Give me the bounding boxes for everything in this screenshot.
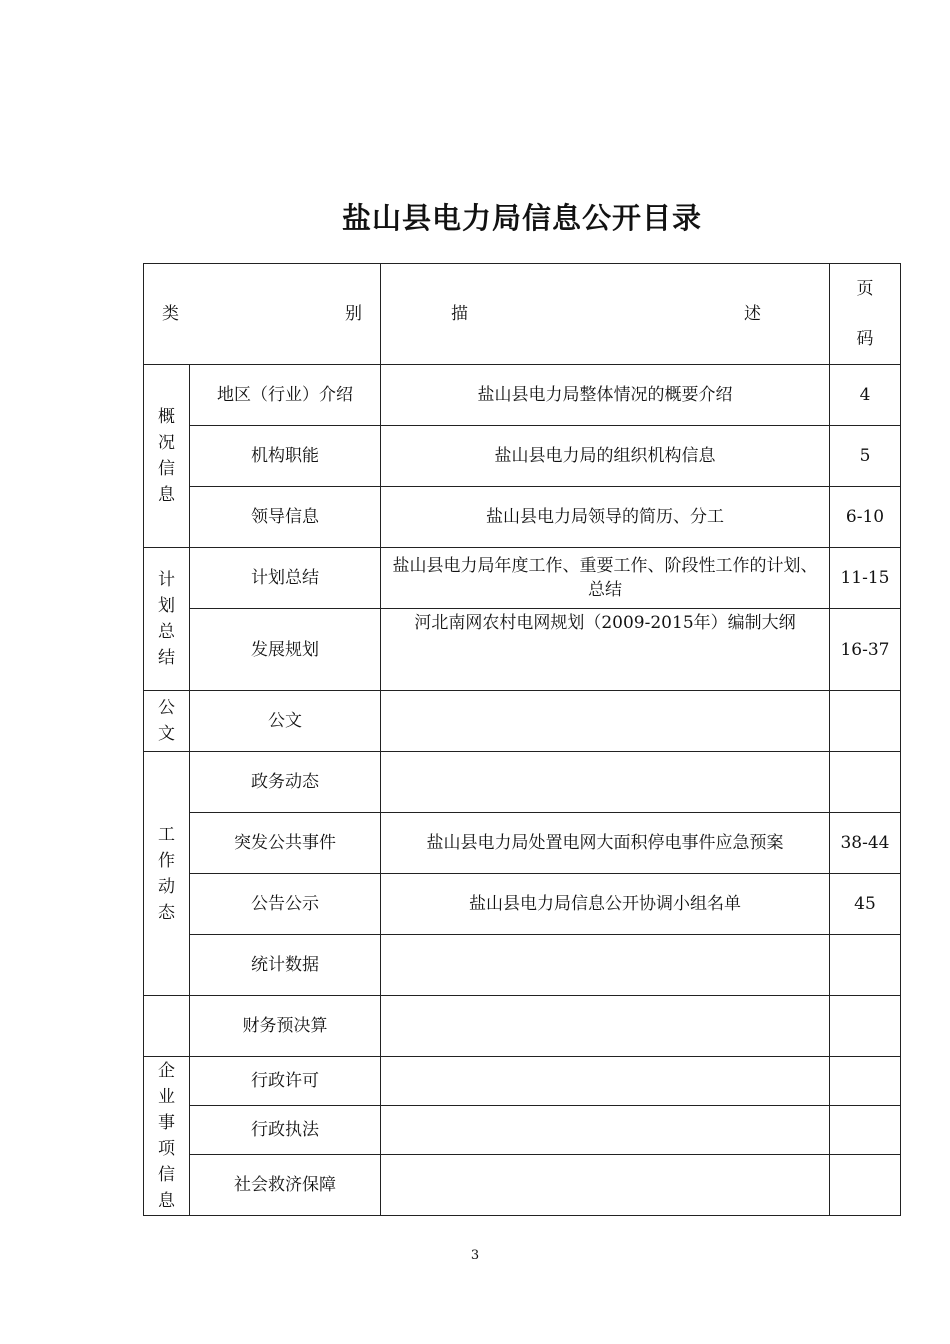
catalog-table <box>143 263 901 1216</box>
row-page: 16-37 <box>830 609 901 691</box>
table-row <box>144 813 901 874</box>
header-row <box>144 264 901 365</box>
row-item: 地区（行业）介绍 <box>190 365 381 426</box>
table-row <box>144 548 901 609</box>
row-item: 政务动态 <box>190 752 381 813</box>
row-page: 5 <box>830 426 901 487</box>
table-row <box>144 996 901 1057</box>
table-row <box>144 1155 901 1216</box>
row-desc <box>381 935 830 996</box>
table-row <box>144 487 901 548</box>
row-desc: 盐山县电力局年度工作、重要工作、阶段性工作的计划、总结 <box>381 548 830 609</box>
table-row <box>144 1106 901 1155</box>
table-row <box>144 609 901 691</box>
row-desc <box>381 996 830 1057</box>
table-row <box>144 365 901 426</box>
group-enterprise: 企业事项信息 <box>144 1057 190 1216</box>
row-item: 领导信息 <box>190 487 381 548</box>
row-page: 45 <box>830 874 901 935</box>
header-category <box>144 264 381 365</box>
row-desc <box>381 752 830 813</box>
row-item: 公文 <box>190 691 381 752</box>
row-desc <box>381 1155 830 1216</box>
row-item: 机构职能 <box>190 426 381 487</box>
row-desc <box>381 1057 830 1106</box>
row-item: 发展规划 <box>190 609 381 691</box>
page-title: 盐山县电力局信息公开目录 <box>341 201 702 235</box>
row-page: 4 <box>830 365 901 426</box>
group-overview: 概况信息 <box>144 365 190 548</box>
row-page <box>830 752 901 813</box>
row-item: 财务预决算 <box>190 996 381 1057</box>
row-item: 突发公共事件 <box>190 813 381 874</box>
row-page: 6-10 <box>830 487 901 548</box>
row-item: 行政许可 <box>190 1057 381 1106</box>
row-desc: 盐山县电力局整体情况的概要介绍 <box>381 365 830 426</box>
header-desc-a: 描 <box>451 304 468 324</box>
row-page <box>830 935 901 996</box>
header-category-b: 别 <box>345 304 362 324</box>
row-page: 11-15 <box>830 548 901 609</box>
group-work: 工作动态 <box>144 752 190 996</box>
row-desc: 盐山县电力局处置电网大面积停电事件应急预案 <box>381 813 830 874</box>
row-desc: 盐山县电力局领导的简历、分工 <box>381 487 830 548</box>
table-row <box>144 874 901 935</box>
row-page <box>830 1106 901 1155</box>
row-page <box>830 1057 901 1106</box>
group-doc: 公文 <box>144 691 190 752</box>
row-page <box>830 996 901 1057</box>
table-row <box>144 935 901 996</box>
group-plan: 计划总结 <box>144 548 190 691</box>
row-page <box>830 1155 901 1216</box>
header-category-a: 类 <box>162 304 179 324</box>
row-desc <box>381 691 830 752</box>
row-item: 计划总结 <box>190 548 381 609</box>
page-number: 3 <box>470 1248 480 1263</box>
row-item: 社会救济保障 <box>190 1155 381 1216</box>
row-page <box>830 691 901 752</box>
row-page: 38-44 <box>830 813 901 874</box>
group-empty <box>144 996 190 1057</box>
header-desc-b: 述 <box>744 304 761 324</box>
header-description <box>381 264 830 365</box>
row-item: 公告公示 <box>190 874 381 935</box>
row-desc: 河北南网农村电网规划（2009-2015年）编制大纲 <box>381 609 830 691</box>
table-row <box>144 426 901 487</box>
row-item: 统计数据 <box>190 935 381 996</box>
row-desc: 盐山县电力局的组织机构信息 <box>381 426 830 487</box>
header-page: 页码 <box>830 264 901 365</box>
row-desc <box>381 1106 830 1155</box>
row-desc: 盐山县电力局信息公开协调小组名单 <box>381 874 830 935</box>
table-row <box>144 691 901 752</box>
table-row <box>144 752 901 813</box>
table-row <box>144 1057 901 1106</box>
row-item: 行政执法 <box>190 1106 381 1155</box>
